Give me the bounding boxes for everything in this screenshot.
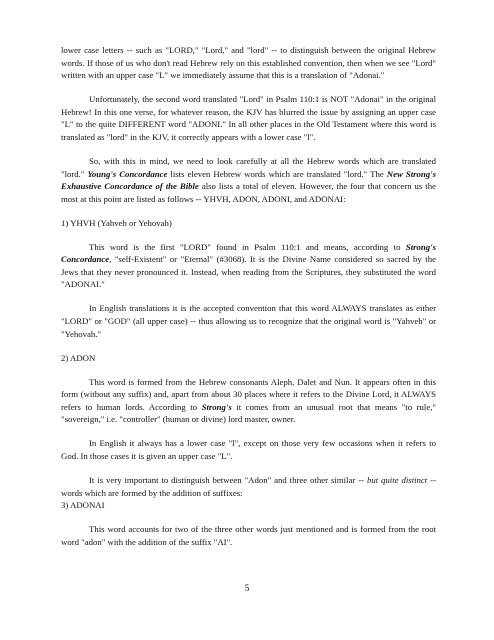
text-run: This word is formed from the Hebrew consonants Aleph, Dalet and Nun. It appears often in this form (without any suffix) and, apart from about 30 places where it refers to the Divine Lord, it ALWAYS refers to human lords. According to <box>61 376 436 412</box>
text-run: lists eleven Hebrew words which are translated "lord." The <box>167 168 387 179</box>
page-number: 5 <box>244 583 250 593</box>
paragraph-adon-meaning <box>61 376 436 426</box>
section-heading-adon: 2) ADON <box>61 352 96 363</box>
text-run: So, with this in mind, we need to look carefully at all the Hebrew words which are translated "lord." <box>61 155 436 179</box>
paragraph-adon-english: In English it always has a lower case "l", except on those very few occasions when it refers to God. In those cases it is given an upper case "L". <box>61 438 436 461</box>
paragraph-yhvh-meaning <box>61 241 436 291</box>
text-run: This word is the first "LORD" found in Psalm 110:1 and means, according to <box>89 241 406 252</box>
section-heading-adonai: 3) ADONAI <box>61 500 105 511</box>
book-title-strongs-concordance: Strong's Concordance <box>61 241 436 265</box>
emphasis-quite-distinct: but quite distinct <box>366 474 428 485</box>
book-title-strongs: New Strong's Exhaustive Concordance of the Bible <box>61 168 437 192</box>
text-run: , "self-Existent" or "Eternal" (#3068). It is the Divine Name considered so sacred by the Jews that they never pronounced it. Instead, when reading from the Scriptures, they substituted the word "ADONAI." <box>61 254 436 290</box>
paragraph-psalm-110: Unfortunately, the second word translated "Lord" in Psalm 110:1 is NOT "Adonai" in the original Hebrew! In this one verse, for whatever reason, the KJV has blurred the issue by assigning an upper case "L" to the quite DIFFERENT word "ADONI." In all other places in the Old Testament where this word is translated as "lord" in the KJV, it correctly appears with a lower case "l". <box>61 94 436 142</box>
text-run: -- words which are formed by the addition of suffixes: <box>61 474 437 498</box>
text-run: also lists a total of eleven. However, the four that concern us the most at this point are listed as follows -- YHVH, ADON, ADONI, and ADONAI: <box>61 181 437 204</box>
paragraph-concordances <box>61 155 436 205</box>
document-page <box>61 44 436 560</box>
paragraph-convention: lower case letters -- such as "LORD," "Lord," and "lord" -- to distinguish between the original Hebrew words. If those of us who don't read Hebrew rely on this established convention, then when we see "Lord" written with an upper case "L" we immediately assume that this is a translation of "Adonai." <box>61 45 436 81</box>
paragraph-yhvh-translation: In English translations it is the accepted convention that this word ALWAYS translates as either "LORD" or "GOD" (all upper case) -- thus allowing us to recognize that the original word is "Yahveh" or "Yehovah." <box>61 303 436 339</box>
text-run: it comes from an unusual root that means "to rule," "sovereign," i.e. "controller" (human or divine) lord master, owner. <box>61 401 436 425</box>
paragraph-distinguish <box>61 474 436 499</box>
book-title-strongs-short: Strong's <box>201 401 232 412</box>
text-run: It is very important to distinguish between "Adon" and three other similar -- <box>89 474 367 485</box>
paragraph-adonai-meaning: This word accounts for two of the three other words just mentioned and is formed from the root word "adon" with the addition of the suffix "AI". <box>61 524 436 547</box>
section-heading-yhvh: 1) YHVH (Yahveh or Yehovah) <box>61 217 172 228</box>
book-title-youngs: Young's Concordance <box>87 168 168 179</box>
